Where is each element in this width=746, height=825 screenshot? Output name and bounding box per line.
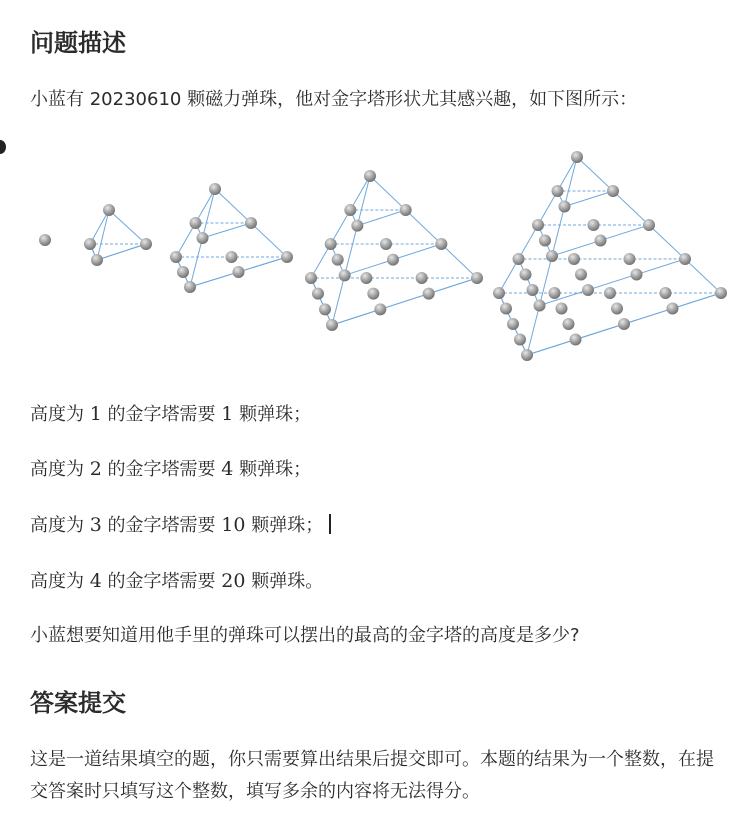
marble bbox=[305, 272, 317, 284]
section-title-problem: 问题描述 bbox=[30, 29, 126, 57]
marble bbox=[351, 220, 363, 232]
marble bbox=[39, 234, 51, 246]
marble bbox=[667, 303, 679, 315]
marble bbox=[527, 284, 539, 296]
marble bbox=[380, 238, 392, 250]
marble bbox=[471, 272, 483, 284]
marble bbox=[500, 303, 512, 315]
marble bbox=[604, 287, 616, 299]
marble bbox=[539, 235, 551, 247]
marble bbox=[611, 303, 623, 315]
pyramid-edge bbox=[565, 191, 614, 207]
marble bbox=[570, 334, 582, 346]
marble bbox=[556, 303, 568, 315]
marble bbox=[532, 219, 544, 231]
marble bbox=[607, 185, 619, 197]
height-row-1: 高度为 1 的金字塔需要 1 颗弹珠； bbox=[30, 403, 312, 425]
marble bbox=[624, 253, 636, 265]
marble bbox=[595, 235, 607, 247]
marble bbox=[84, 238, 96, 250]
marble bbox=[549, 287, 561, 299]
marble bbox=[643, 219, 655, 231]
marble bbox=[319, 303, 331, 315]
marble bbox=[170, 251, 182, 263]
marble bbox=[514, 334, 526, 346]
marble bbox=[631, 269, 643, 281]
marble bbox=[177, 266, 189, 278]
pyramid-edge bbox=[97, 244, 146, 260]
marble bbox=[312, 288, 324, 300]
marble bbox=[245, 217, 257, 229]
marble bbox=[507, 318, 519, 330]
marble bbox=[325, 238, 337, 250]
marble bbox=[190, 217, 202, 229]
marble bbox=[715, 287, 727, 299]
marble bbox=[364, 170, 376, 182]
marble bbox=[582, 284, 594, 296]
pyramid-edge bbox=[332, 176, 370, 325]
marble bbox=[559, 201, 571, 213]
marble bbox=[552, 185, 564, 197]
marble bbox=[360, 272, 372, 284]
pyramid-figure bbox=[0, 135, 746, 365]
marble bbox=[197, 232, 209, 244]
marble bbox=[140, 238, 152, 250]
height-row-3: 高度为 3 的金字塔需要 10 颗弹珠； bbox=[30, 511, 331, 540]
pyramid-edge bbox=[519, 259, 540, 306]
marble bbox=[575, 269, 587, 281]
marble bbox=[209, 183, 221, 195]
marble bbox=[563, 318, 575, 330]
marble bbox=[226, 251, 238, 263]
intro-paragraph: 小蓝有 20230610 颗磁力弹珠，他对金字塔形状尤其感兴趣，如下图所示： bbox=[30, 89, 638, 110]
question-paragraph: 小蓝想要知道用他手里的弹珠可以摆出的最高的金字塔的高度是多少? bbox=[30, 625, 580, 646]
marble bbox=[281, 251, 293, 263]
section-title-answer: 答案提交 bbox=[30, 689, 126, 717]
answer-instructions: 这是一道结果填空的题，你只需要算出结果后提交即可。本题的结果为一个整数，在提交答案时只填写这个整数，填写多余的内容将无法得分。 bbox=[30, 749, 714, 802]
pyramid-edge bbox=[109, 210, 146, 244]
marble bbox=[520, 269, 532, 281]
marble bbox=[326, 319, 338, 331]
marble bbox=[534, 300, 546, 312]
marble bbox=[387, 254, 399, 266]
marble bbox=[679, 253, 691, 265]
marble bbox=[546, 250, 558, 262]
height-row-4: 高度为 4 的金字塔需要 20 颗弹珠。 bbox=[30, 570, 324, 592]
marble bbox=[493, 287, 505, 299]
marble bbox=[568, 253, 580, 265]
pyramid-edge bbox=[370, 176, 477, 278]
marble bbox=[344, 204, 356, 216]
marble bbox=[618, 318, 630, 330]
marble bbox=[332, 254, 344, 266]
marble bbox=[660, 287, 672, 299]
marble bbox=[513, 253, 525, 265]
marble bbox=[184, 281, 196, 293]
marble bbox=[339, 269, 351, 281]
marble bbox=[233, 266, 245, 278]
pyramid-edge bbox=[97, 210, 109, 260]
marble bbox=[423, 288, 435, 300]
marble bbox=[374, 303, 386, 315]
pyramid-edge bbox=[203, 223, 252, 238]
marble bbox=[435, 238, 447, 250]
marble bbox=[588, 219, 600, 231]
marble bbox=[521, 349, 533, 361]
marble bbox=[571, 151, 583, 163]
text-cursor bbox=[329, 514, 331, 534]
pyramid-edge bbox=[311, 278, 332, 325]
marble bbox=[367, 288, 379, 300]
marble bbox=[416, 272, 428, 284]
marble bbox=[91, 254, 103, 266]
marble bbox=[103, 204, 115, 216]
height-row-2: 高度为 2 的金字塔需要 4 颗弹珠； bbox=[30, 458, 312, 480]
marble bbox=[400, 204, 412, 216]
pyramid-edge bbox=[357, 210, 405, 226]
pyramid-edge bbox=[332, 278, 477, 325]
